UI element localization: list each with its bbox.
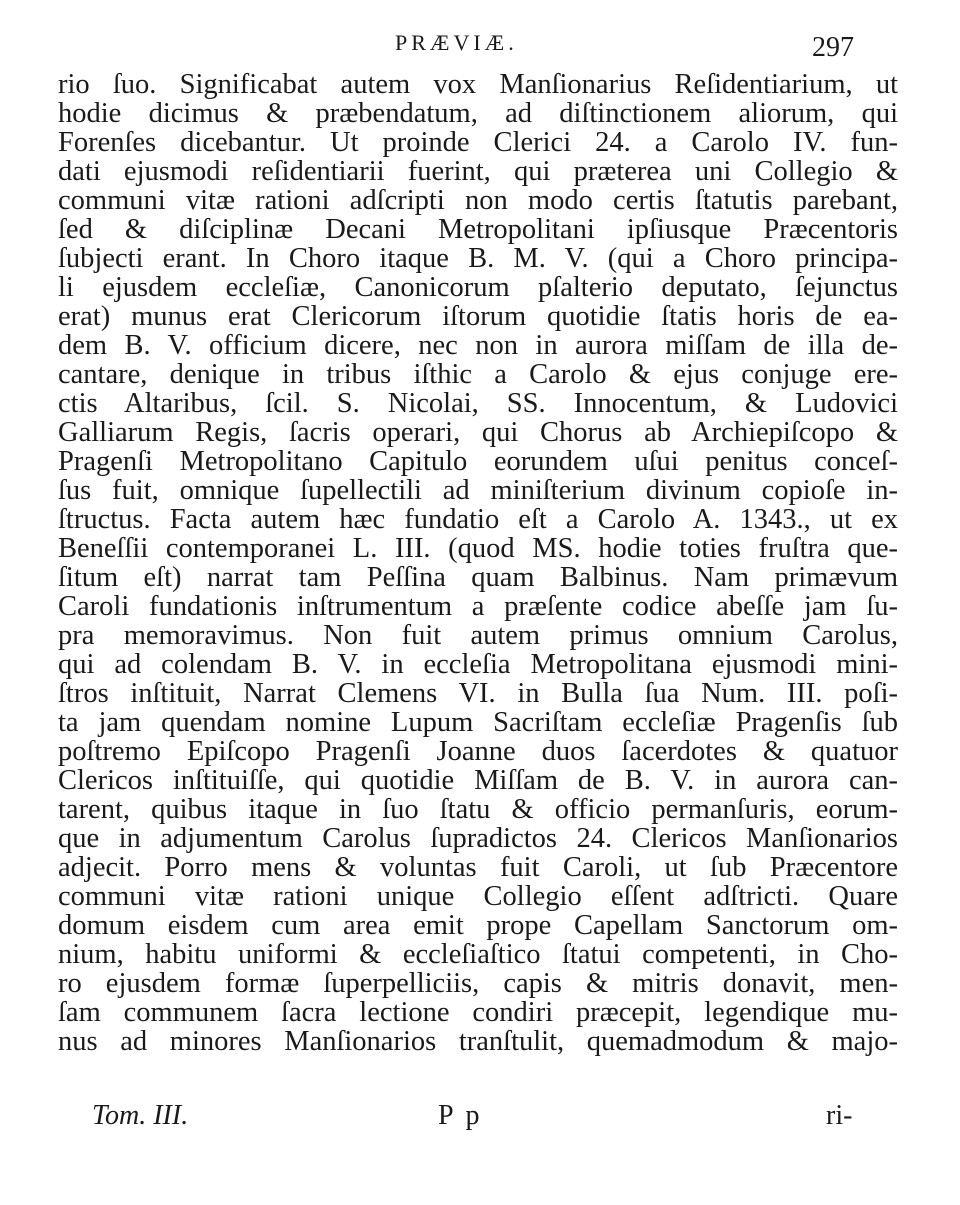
text-line: Caroli fundationis inſtrumentum a præſente codice abeſſe jam ſu- <box>58 592 898 621</box>
text-line: que in adjumentum Carolus ſupradictos 24. Clericos Manſionarios <box>58 824 898 853</box>
text-line: dati ejusmodi reſidentiarii fuerint, qui præterea uni Collegio & <box>58 157 898 186</box>
text-line: hodie dicimus & præbendatum, ad diſtinctionem aliorum, qui <box>58 99 898 128</box>
text-line: qui ad colendam B. V. in eccleſia Metropolitana ejusmodi mini- <box>58 650 898 679</box>
text-line: Pragenſi Metropolitano Capitulo eorundem uſui penitus conceſ- <box>58 447 898 476</box>
text-line: dem B. V. officium dicere, nec non in aurora miſſam de illa de- <box>58 331 898 360</box>
text-line: pra memoravimus. Non fuit autem primus omnium Carolus, <box>58 621 898 650</box>
text-line: Beneſſii contemporanei L. III. (quod MS. hodie toties fruſtra que- <box>58 534 898 563</box>
text-line: ſtructus. Facta autem hæc fundatio eſt a Carolo A. 1343., ut ex <box>58 505 898 534</box>
catchword: ri- <box>826 1100 853 1131</box>
text-line: ſubjecti erant. In Choro itaque B. M. V. (qui a Choro principa- <box>58 244 898 273</box>
volume-label: Tom. III. <box>92 1100 189 1131</box>
text-line: ſam communem ſacra lectione condiri præcepit, legendique mu- <box>58 998 898 1027</box>
page-footer <box>0 1100 960 1140</box>
signature-mark: P p <box>438 1100 483 1131</box>
text-line: ctis Altaribus, ſcil. S. Nicolai, SS. Innocentum, & Ludovici <box>58 389 898 418</box>
page-number: 297 <box>812 32 854 63</box>
text-line: adjecit. Porro mens & voluntas fuit Caroli, ut ſub Præcentore <box>58 853 898 882</box>
text-line: cantare, denique in tribus iſthic a Carolo & ejus conjuge ere- <box>58 360 898 389</box>
text-line: ta jam quendam nomine Lupum Sacriſtam eccleſiæ Pragenſis ſub <box>58 708 898 737</box>
running-head <box>0 22 960 62</box>
text-line: communi vitæ rationi unique Collegio eſſent adſtricti. Quare <box>58 882 898 911</box>
body-text <box>58 70 898 1056</box>
text-line: poſtremo Epiſcopo Pragenſi Joanne duos ſacerdotes & quatuor <box>58 737 898 766</box>
text-line: nium, habitu uniformi & eccleſiaſtico ſtatui competenti, in Cho- <box>58 940 898 969</box>
text-line: li ejusdem eccleſiæ, Canonicorum pſalterio deputato, ſejunctus <box>58 273 898 302</box>
text-line: domum eisdem cum area emit prope Capellam Sanctorum om- <box>58 911 898 940</box>
text-line: communi vitæ rationi adſcripti non modo certis ſtatutis parebant, <box>58 186 898 215</box>
text-line: erat) munus erat Clericorum iſtorum quotidie ſtatis horis de ea- <box>58 302 898 331</box>
text-line: Galliarum Regis, ſacris operari, qui Chorus ab Archiepiſcopo & <box>58 418 898 447</box>
running-title: PRÆVIÆ. <box>395 30 518 55</box>
text-line: ro ejusdem formæ ſuperpelliciis, capis & mitris donavit, men- <box>58 969 898 998</box>
text-line: ſus fuit, omnique ſupellectili ad miniſterium divinum copioſe in- <box>58 476 898 505</box>
text-line: ſtros inſtituit, Narrat Clemens VI. in Bulla ſua Num. III. poſi- <box>58 679 898 708</box>
text-line: Forenſes dicebantur. Ut proinde Clerici 24. a Carolo IV. fun- <box>58 128 898 157</box>
text-line: nus ad minores Manſionarios tranſtulit, quemadmodum & majo- <box>58 1027 898 1056</box>
text-line: tarent, quibus itaque in ſuo ſtatu & officio permanſuris, eorum- <box>58 795 898 824</box>
text-line: ſitum eſt) narrat tam Peſſina quam Balbinus. Nam primævum <box>58 563 898 592</box>
text-line: Clericos inſtituiſſe, qui quotidie Miſſam de B. V. in aurora can- <box>58 766 898 795</box>
text-line: rio ſuo. Significabat autem vox Manſionarius Reſidentiarium, ut <box>58 70 898 99</box>
text-line: ſed & diſciplinæ Decani Metropolitani ipſiusque Præcentoris <box>58 215 898 244</box>
